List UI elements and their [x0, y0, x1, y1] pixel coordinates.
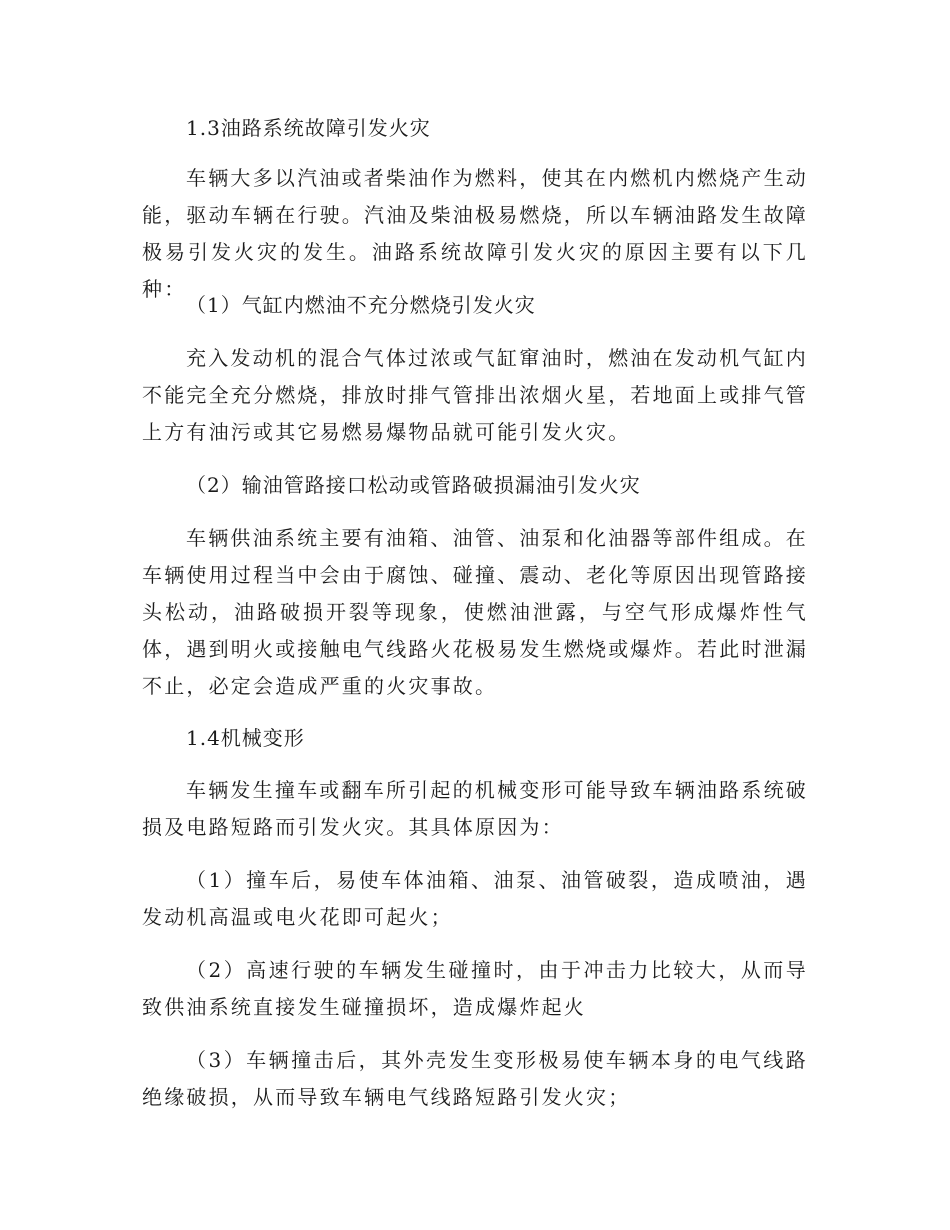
cause-1-paragraph: （1）撞车后，易使车体油箱、油泵、油管破裂，造成喷油，遇发动机高温或电火花即可起火； [142, 868, 808, 929]
item-2-body-paragraph: 车辆供油系统主要有油箱、油管、油泵和化油器等部件组成。在车辆使用过程当中会由于腐蚀、碰撞、震动、老化等原因出现管路接头松动，油路破损开裂等现象，使燃油泄露，与空气形成爆炸性气体，遇到明火或接触电气线路火花极易发生燃烧或爆炸。若此时泄漏不止，必定会造成严重的火灾事故。 [142, 526, 808, 698]
item-2-heading: （2）输油管路接口松动或管路破损漏油引发火灾 [186, 473, 641, 497]
section-1-3-heading: 1.3油路系统故障引发火灾 [186, 116, 431, 140]
section-1-4-intro-paragraph: 车辆发生撞车或翻车所引起的机械变形可能导致车辆油路系统破损及电路短路而引发火灾。其具体原因为： [142, 778, 808, 839]
section-1-4-heading: 1.4机械变形 [186, 726, 305, 750]
cause-3-paragraph: （3）车辆撞击后，其外壳发生变形极易使车辆本身的电气线路绝缘破损，从而导致车辆电气线路短路引发火灾； [142, 1048, 808, 1109]
item-1-heading: （1）气缸内燃油不充分燃烧引发火灾 [186, 293, 536, 317]
cause-2-paragraph: （2）高速行驶的车辆发生碰撞时，由于冲击力比较大，从而导致供油系统直接发生碰撞损坏，造成爆炸起火 [142, 958, 808, 1019]
section-1-3-intro-paragraph: 车辆大多以汽油或者柴油作为燃料，使其在内燃机内燃烧产生动能，驱动车辆在行驶。汽油及柴油极易燃烧，所以车辆油路发生故障极易引发火灾的发生。油路系统故障引发火灾的原因主要有以下几种： [142, 166, 808, 301]
item-1-body-paragraph: 充入发动机的混合气体过浓或气缸窜油时，燃油在发动机气缸内不能完全充分燃烧，排放时排气管排出浓烟火星，若地面上或排气管上方有油污或其它易燃易爆物品就可能引发火灾。 [142, 346, 808, 444]
